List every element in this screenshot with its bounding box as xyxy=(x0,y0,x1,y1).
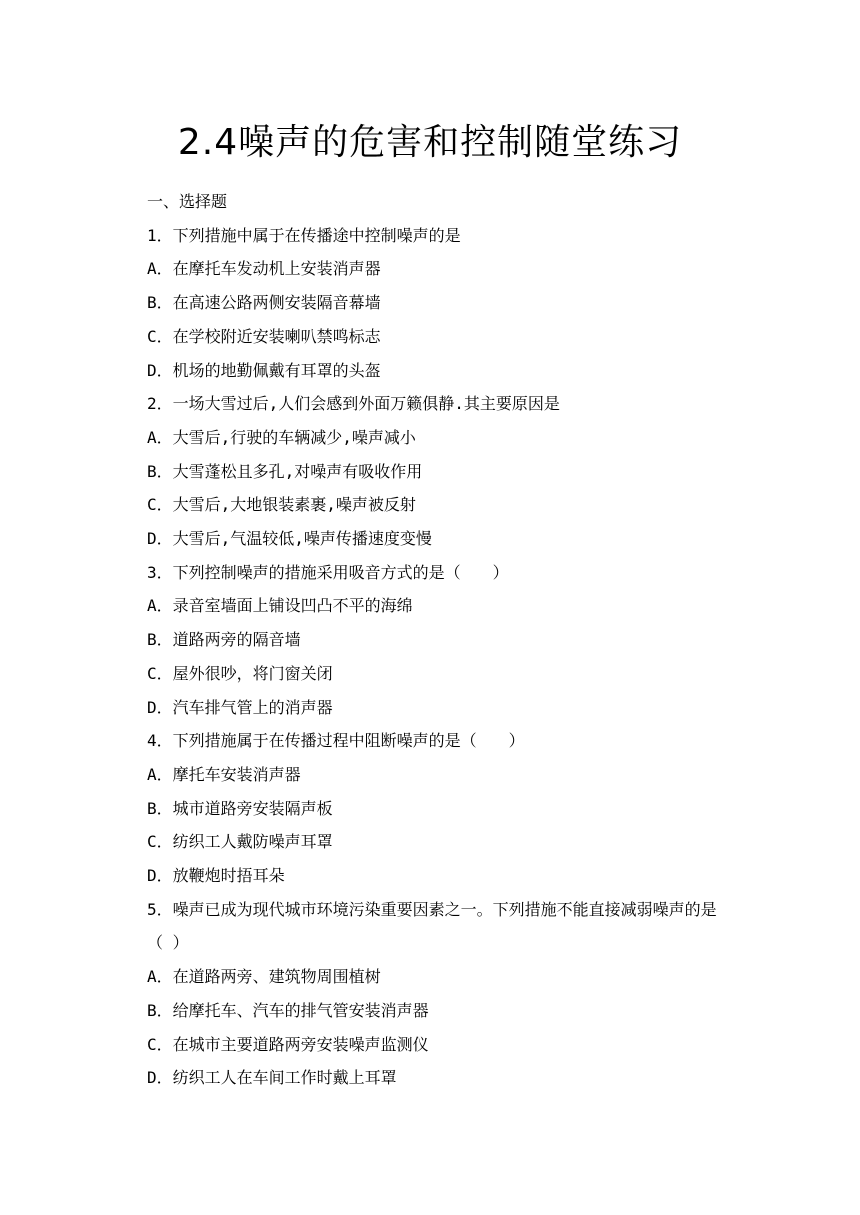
option-a: A．大雪后,行驶的车辆减少,噪声减小 xyxy=(147,427,416,447)
document-content xyxy=(147,185,727,1095)
option-d: D．纺织工人在车间工作时戴上耳罩 xyxy=(147,1068,397,1088)
question-stem: 4．下列措施属于在传播过程中阻断噪声的是（ ） xyxy=(147,731,525,751)
question-5 xyxy=(147,893,727,1095)
section-heading: 一、选择题 xyxy=(147,192,228,211)
option-c: C．在城市主要道路两旁安装噪声监测仪 xyxy=(147,1034,429,1054)
option-b: B．给摩托车、汽车的排气管安装消声器 xyxy=(147,1000,429,1020)
option-b: B．城市道路旁安装隔声板 xyxy=(147,798,333,818)
option-d: D．机场的地勤佩戴有耳罩的头盔 xyxy=(147,360,381,380)
option-c: C．纺织工人戴防噪声耳罩 xyxy=(147,832,333,852)
option-c: C．屋外很吵，将门窗关闭 xyxy=(147,663,333,683)
question-3 xyxy=(147,556,727,725)
option-a: A．在道路两旁、建筑物周围植树 xyxy=(147,967,381,987)
option-a: A．录音室墙面上铺设凹凸不平的海绵 xyxy=(147,596,413,616)
document-title: 2.4噪声的危害和控制随堂练习 xyxy=(177,122,683,163)
option-c: C．在学校附近安装喇叭禁鸣标志 xyxy=(147,326,381,346)
option-c: C．大雪后,大地银装素裹,噪声被反射 xyxy=(147,495,416,515)
question-stem: 2．一场大雪过后,人们会感到外面万籁俱静.其主要原因是 xyxy=(147,394,560,414)
option-d: D．大雪后,气温较低,噪声传播速度变慢 xyxy=(147,529,432,549)
question-1 xyxy=(147,219,727,388)
option-d: D．汽车排气管上的消声器 xyxy=(147,697,333,717)
option-b: B．道路两旁的隔音墙 xyxy=(147,630,301,650)
option-d: D．放鞭炮时捂耳朵 xyxy=(147,866,285,886)
option-a: A．摩托车安装消声器 xyxy=(147,764,301,784)
option-a: A．在摩托车发动机上安装消声器 xyxy=(147,259,381,279)
option-b: B．大雪蓬松且多孔,对噪声有吸收作用 xyxy=(147,461,423,481)
question-4 xyxy=(147,724,727,893)
question-stem: 5．噪声已成为现代城市环境污染重要因素之一。下列措施不能直接减弱噪声的是（ ） xyxy=(147,899,717,953)
question-stem: 1．下列措施中属于在传播途中控制噪声的是 xyxy=(147,225,461,245)
question-stem: 3．下列控制噪声的措施采用吸音方式的是（ ） xyxy=(147,562,509,582)
question-2 xyxy=(147,387,727,556)
option-b: B．在高速公路两侧安装隔音幕墙 xyxy=(147,293,381,313)
